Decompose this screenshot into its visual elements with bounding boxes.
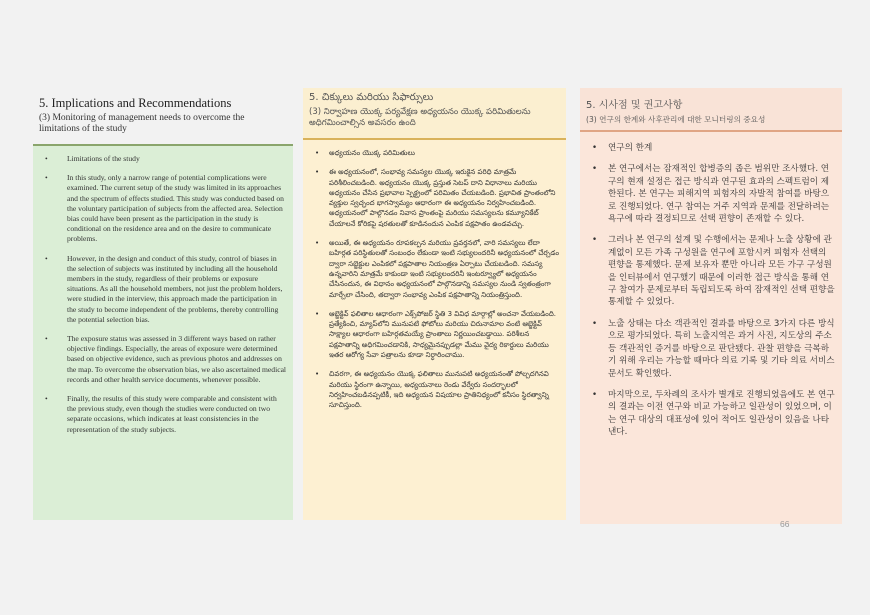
korean-title: 5. 시사점 및 권고사항 [586, 100, 683, 111]
english-column [33, 90, 293, 520]
list-item: • However, in the design and conduct of this study, control of biases in the selection of subjects was instituted by including all the household members in the study, regardless of their problems or exposure situations. As all the household members, not just the problem holders, were studied in the interview, this approach made the participation in the study to become independent of the problems, thereby controlling the potential selection bias. [39, 254, 287, 325]
list-item: • The exposure status was assessed in 3 different ways based on rather objective findings. Especially, the areas of exposure were determined based on objective evidence, such as previous photos and addresses on the map. To overcome the observation bias, we also ascertained medical records and other health service documents, whenever possible. [39, 334, 287, 385]
list-item: • 노출 상태는 다소 객관적인 결과를 바탕으로 3가지 다른 방식으로 평가되었다. 특히 노출지역은 과거 사진, 지도상의 주소 등 객관적인 증거를 바탕으로 판단됐다. 관찰 편향을 극복하기 위해 우리는 가능할 때마다 의료 기록 및 기타 의료 서비스 문서도 확인했다. [586, 318, 836, 380]
telugu-body [303, 140, 566, 520]
list-item: • అధ్యయనం యొక్క పరిమితులు [309, 148, 560, 158]
korean-header [580, 88, 842, 132]
list-item: • 마지막으로, 두차례의 조사가 별개로 진행되었음에도 본 연구의 결과는 이전 연구와 비교 가능하고 일관성이 있었으며, 이는 연구 대상의 대표성에 있어 적어도 일관성이 있음을 나타낸다. [586, 389, 836, 439]
korean-column [580, 88, 842, 524]
list-item: • Limitations of the study [39, 154, 287, 164]
list-item: • In this study, only a narrow range of potential complications were examined. The current setup of the study was limited in its approaches and the spectrum of effects studied. This study was conducted based on the voluntary participation of subjects from the affected area. Selection bias could have been present as the participation in the study is conditional on the residence area and on the desire to communicate problems. [39, 173, 287, 244]
list-item: • 본 연구에서는 잠재적인 합병증의 좁은 범위만 조사했다. 연구의 현재 설정은 접근 방식과 연구된 효과의 스펙트럼이 제한된다. 본 연구는 피해지역 피험자의 자발적 참여를 바탕으로 진행되었다. 연구 참여는 거주 지역과 문제를 전달하려는 욕구에 따라 결정되므로 선택 편향이 존재할 수 있다. [586, 163, 836, 225]
english-subtitle: (3) Monitoring of management needs to overcome the limitations of the study [39, 113, 245, 134]
korean-bullet-list [586, 142, 836, 439]
telugu-subtitle: (3) నిర్వాహణ యొక్క పర్యవేక్షణ అధ్యయనం యొక్క పరిమితులను అధిగమించాల్సిన అవసరం ఉంది [309, 107, 531, 128]
korean-subtitle: (3) 연구의 한계와 사후관리에 대한 모니터링의 중요성 [586, 115, 766, 124]
english-body [33, 146, 293, 520]
list-item: • 그러나 본 연구의 설계 및 수행에서는 문제나 노출 상황에 관계없이 모든 가족 구성원을 연구에 포함시켜 피험자 선택의 편향을 통제했다. 문제 보유자 뿐만 아니라 모든 가구 구성원을 인터뷰에서 연구했기 때문에 이러한 접근 방식을 통해 연구 참여가 문제로부터 독립되도록 하여 잠재적인 선택 편향을 통제할 수 있었다. [586, 234, 836, 308]
list-item: • చివరగా, ఈ అధ్యయనం యొక్క ఫలితాలు మునుపటి అధ్యయనంతో పోల్చదగినవి మరియు స్థిరంగా ఉన్నాయి, అధ్యయనాలు రెండు వేర్వేరు సందర్భాలలో నిర్వహించబడినప్పటికీ, ఇది అధ్యయన విషయాల ప్రాతినిధ్యంలో కనీసం స్థిరత్వాన్ని సూచిస్తుంది. [309, 369, 560, 410]
page-number: 66 [780, 519, 790, 529]
korean-body [580, 132, 842, 524]
english-header [33, 90, 293, 146]
list-item: • అయితే, ఈ అధ్యయనం రూపకల్పన మరియు ప్రవర్తనలో, వారి సమస్యలు లేదా బహిర్గత పరిస్థితులతో సంబంధం లేకుండా ఇంటి సభ్యులందరినీ అధ్యయనంలో చేర్చడం ద్వారా సబ్జెక్టుల ఎంపికలో పక్షపాతాల నియంత్రణ ఏర్పాటు చేయబడింది. సమస్య ఉన్నవారిని మాత్రమే కాకుండా ఇంటి సభ్యులందరినీ ఇంటర్వ్యూలో అధ్యయనం చేసినందున, ఈ విధానం అధ్యయనంలో పాల్గొనడాన్ని సమస్యల నుండి స్వతంత్రంగా మార్చేలా చేసింది, తద్వారా సంభావ్య ఎంపిక పక్షపాతాన్ని నియంత్రిస్తుంది. [309, 238, 560, 300]
list-item: • Finally, the results of this study were comparable and consistent with the previous study, even though the studies were conducted on two separate occasions, which indicates at least consistencies in the representation of the study subjects. [39, 394, 287, 435]
list-item: • 연구의 한계 [586, 142, 836, 154]
english-title: 5. Implications and Recommendations [39, 96, 232, 110]
english-bullet-list [39, 154, 287, 435]
telugu-header [303, 88, 566, 140]
telugu-bullet-list [309, 148, 560, 411]
list-item: • ఆబ్జెక్టివ్ ఫలితాల ఆధారంగా ఎక్స్‌పోజర్ స్థితి 3 వివిధ మార్గాల్లో అంచనా వేయబడింది. ప్రత్యేకించి, మ్యాప్‌లోని మునుపటి ఫోటోలు మరియు చిరునామాల వంటి ఆబ్జెక్టివ్ సాక్ష్యాల ఆధారంగా బహిర్గతమయ్యే ప్రాంతాలు నిర్ణయించబడ్డాయి. పరిశీలన పక్షపాతాన్ని అధిగమించడానికి, సాధ్యమైనప్పుడల్లా మేము వైద్య రికార్డులు మరియు ఇతర ఆరోగ్య సేవా పత్రాలను కూడా నిర్ధారించాము. [309, 309, 560, 360]
telugu-column [303, 88, 566, 520]
telugu-title: 5. చిక్కులు మరియు సిఫార్సులు [309, 92, 434, 103]
list-item: • ఈ అధ్యయనంలో, సంభావ్య సమస్యల యొక్క ఇరుకైన పరిధి మాత్రమే పరిశీలించబడింది. అధ్యయనం యొక్క ప్రస్తుత సెటప్ దాని విధానాలు మరియు అధ్యయనం చేసిన ప్రభావాల స్పెక్ట్రంలో పరిమితం చేయబడింది. ప్రభావిత ప్రాంతంలోని వ్యక్తుల స్వచ్ఛంద భాగస్వామ్యం ఆధారంగా ఈ అధ్యయనం నిర్వహించబడింది. అధ్యయనంలో పాల్గొనడం నివాస ప్రాంతంపై మరియు సమస్యలను కమ్యూనికేట్ చేయాలనే కోరికపై షరతులతో కూడినందున ఎంపిక పక్షపాతం ఉండవచ్చు. [309, 167, 560, 229]
